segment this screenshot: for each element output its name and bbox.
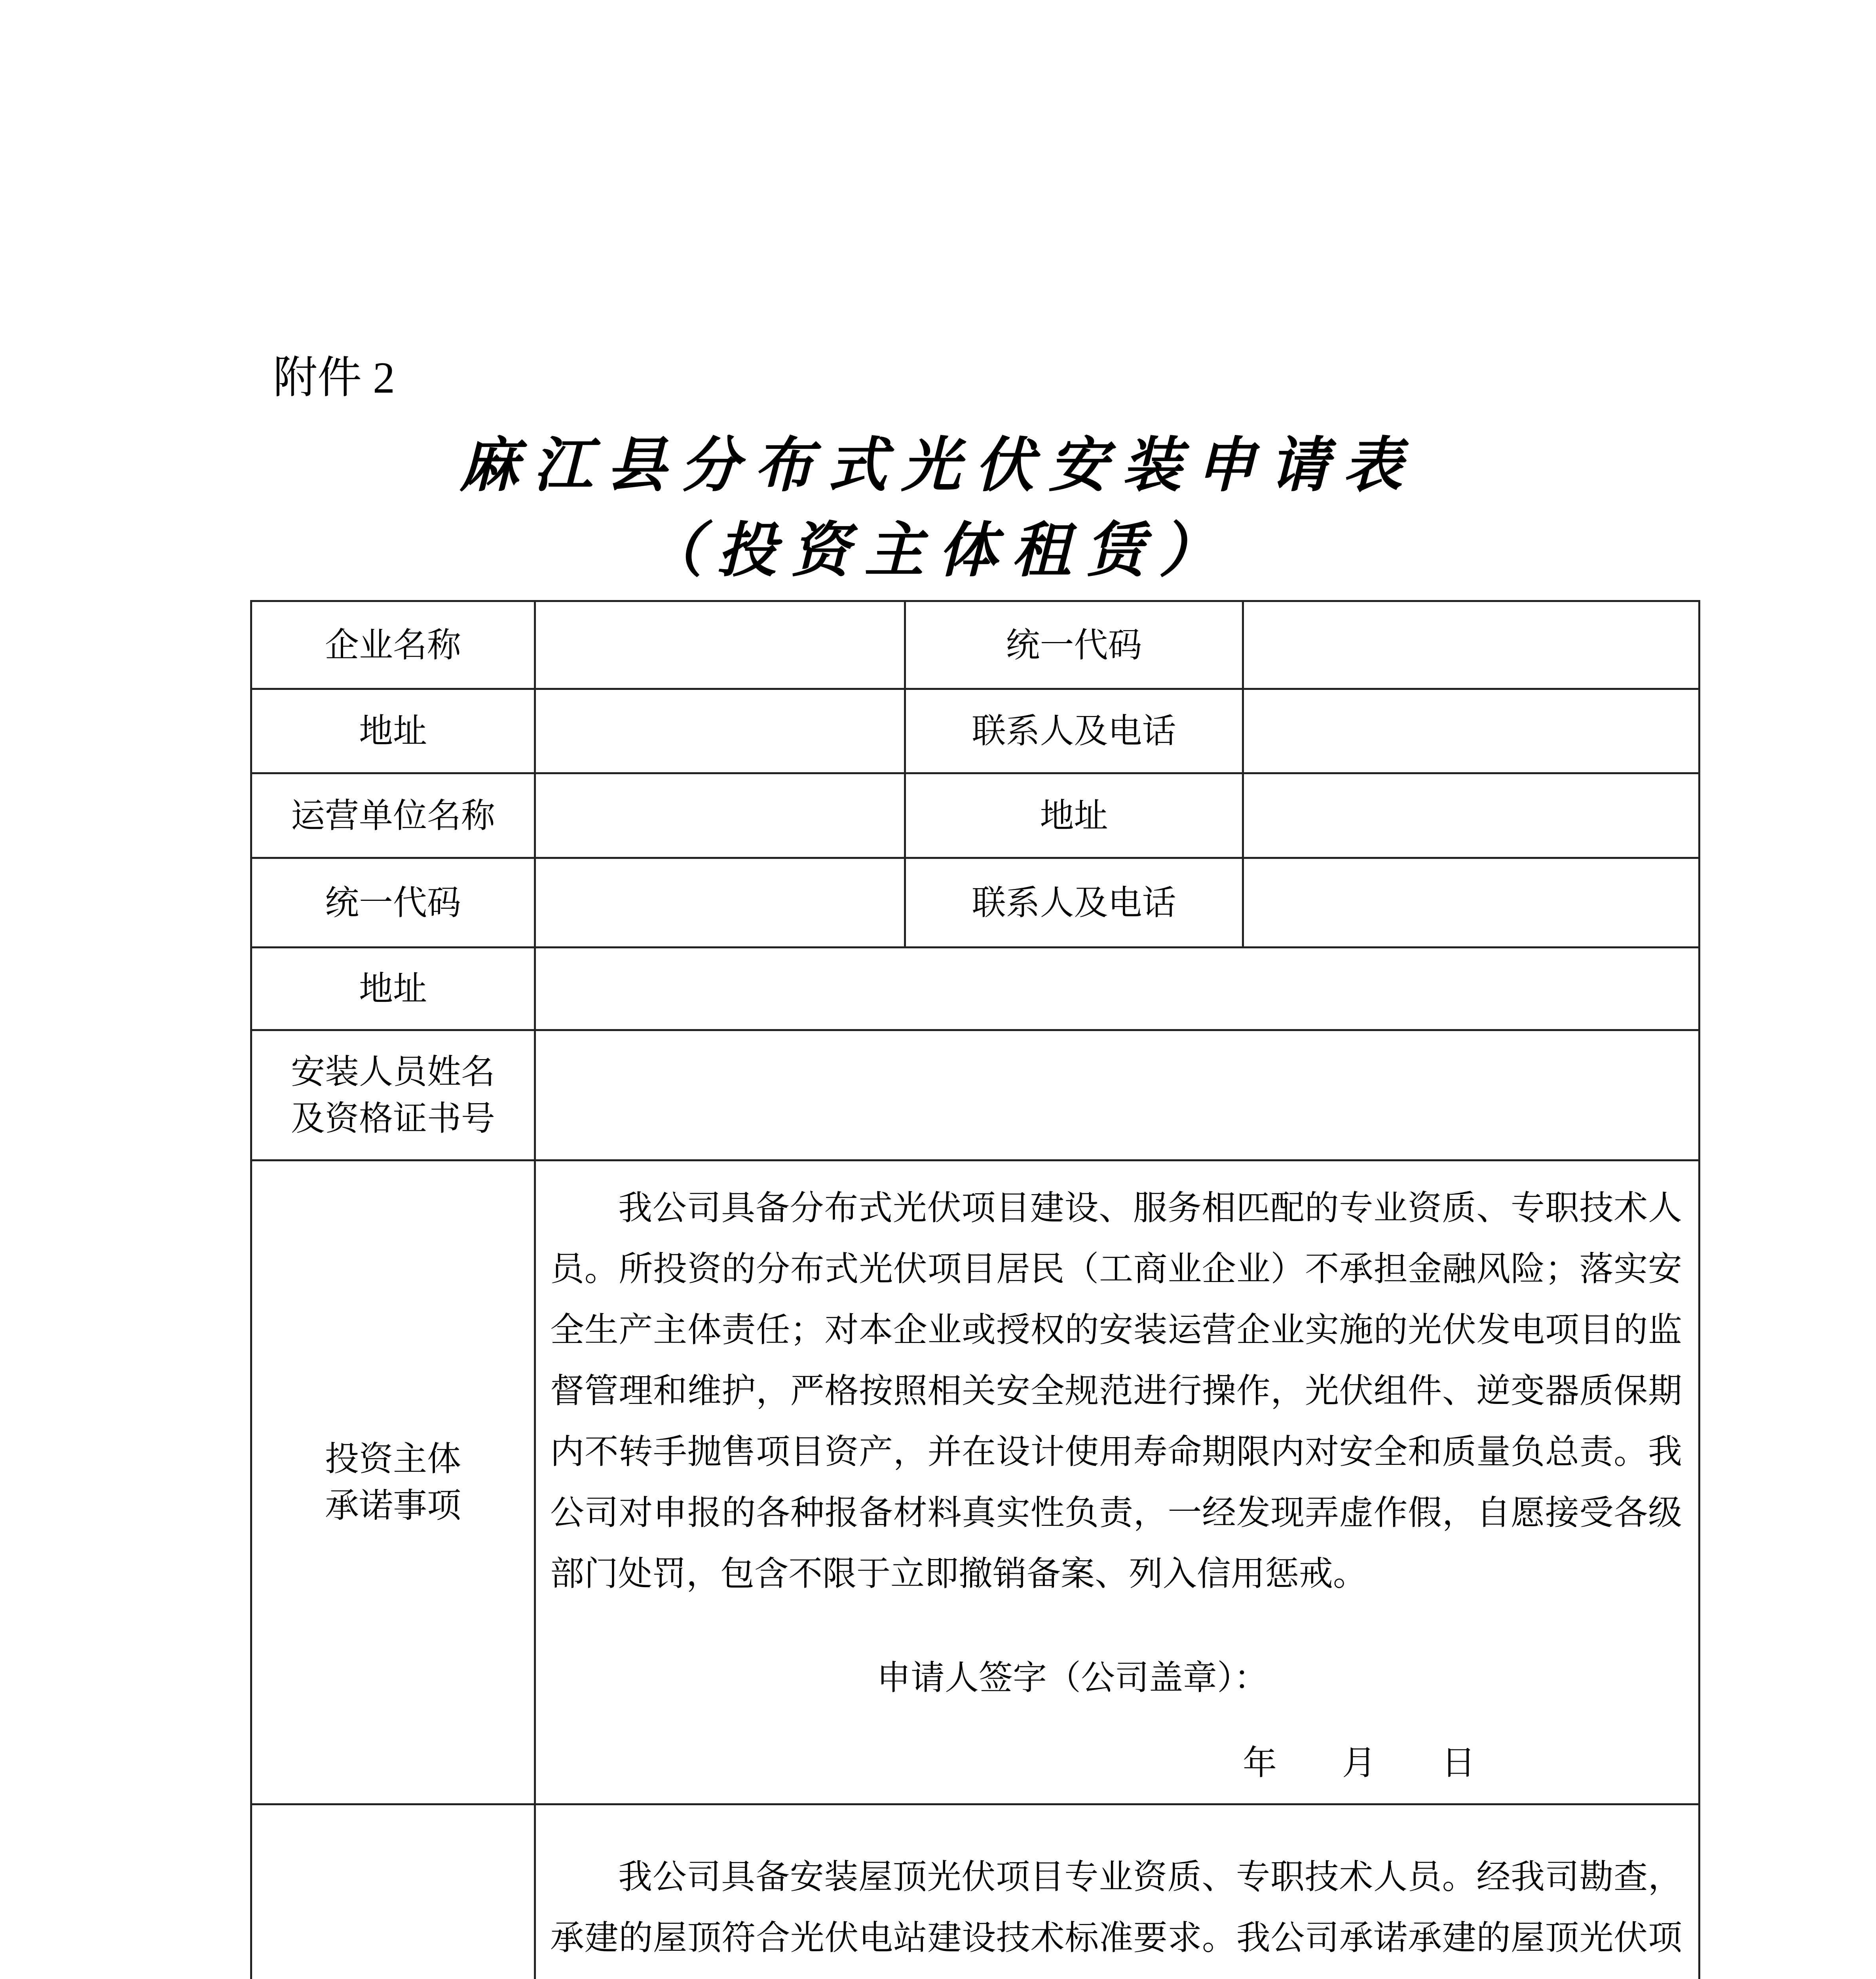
field-address[interactable] — [536, 690, 904, 772]
label-line: 安装人员姓名 — [291, 1052, 495, 1092]
attachment-label: 附件 2 — [273, 353, 395, 403]
form-title: 麻江县分布式光伏安装申请表 — [459, 430, 1416, 500]
date-month: 月 — [1342, 1743, 1376, 1783]
installer-commitment-text: 我公司具备安装屋顶光伏项目专业资质、专职技术人员。经我司勘查，承建的屋顶符合光伏电站建设技术标准要求。我公司承诺承建的屋顶光伏项 — [550, 1857, 1682, 1958]
applicant-signature-label: 申请人签字（公司盖章）： — [877, 1658, 1268, 1698]
field-company-name[interactable] — [536, 602, 904, 688]
label-operator-name: 运营单位名称 — [291, 796, 495, 836]
label-operator-address: 地址 — [1040, 796, 1108, 836]
field-operator-contact-phone[interactable] — [1244, 859, 1698, 946]
label-installer-certificate — [252, 1031, 534, 1159]
date-day: 日 — [1441, 1743, 1475, 1783]
investor-commitment-text: 我公司具备分布式光伏项目建设、服务相匹配的专业资质、专职技术人员。所投资的分布式光伏项目居民（工商业企业）不承担金融风险；落实安全生产主体责任；对本企业或授权的安装运营企业实施的光伏发电项目的监督管理和维护，严格按照相关安全规范进行操作，光伏组件、逆变器质保期内不转手抛售项目资产，并在设计使用寿命期限内对安全和质量负总责。我公司对申报的各种报备材料真实性负责，一经发现弄虚作假，自愿接受各级部门处罚，包含不限于立即撤销备案、列入信用惩戒。 — [550, 1188, 1682, 1593]
label-investor-commitment — [252, 1161, 534, 1803]
field-contact-phone[interactable] — [1244, 690, 1698, 772]
field-operator-address[interactable] — [1244, 774, 1698, 857]
label-installer-commitment — [252, 1805, 534, 1979]
label-company-name: 企业名称 — [325, 625, 461, 665]
form-subtitle: （投资主体租赁） — [643, 515, 1232, 585]
field-unified-code[interactable] — [1244, 602, 1698, 688]
field-operator-unified-code[interactable] — [536, 859, 904, 946]
field-installer-certificate[interactable] — [536, 1031, 1698, 1159]
label-address: 地址 — [359, 711, 427, 751]
label-unified-code: 统一代码 — [1006, 625, 1142, 665]
label-line: 及资格证书号 — [291, 1099, 495, 1138]
label-line: 承诺事项 — [325, 1486, 461, 1525]
label-operator-unified-code: 统一代码 — [325, 883, 461, 923]
date-year: 年 — [1243, 1743, 1277, 1783]
field-operator-name[interactable] — [536, 774, 904, 857]
field-address-2[interactable] — [536, 948, 1698, 1029]
label-operator-contact-phone: 联系人及电话 — [972, 883, 1176, 923]
applicant-date — [1243, 1740, 1475, 1786]
label-line: 投资主体 — [325, 1439, 461, 1479]
label-contact-phone: 联系人及电话 — [972, 711, 1176, 751]
table-border-right — [1698, 600, 1700, 1979]
label-address-2: 地址 — [359, 969, 427, 1008]
